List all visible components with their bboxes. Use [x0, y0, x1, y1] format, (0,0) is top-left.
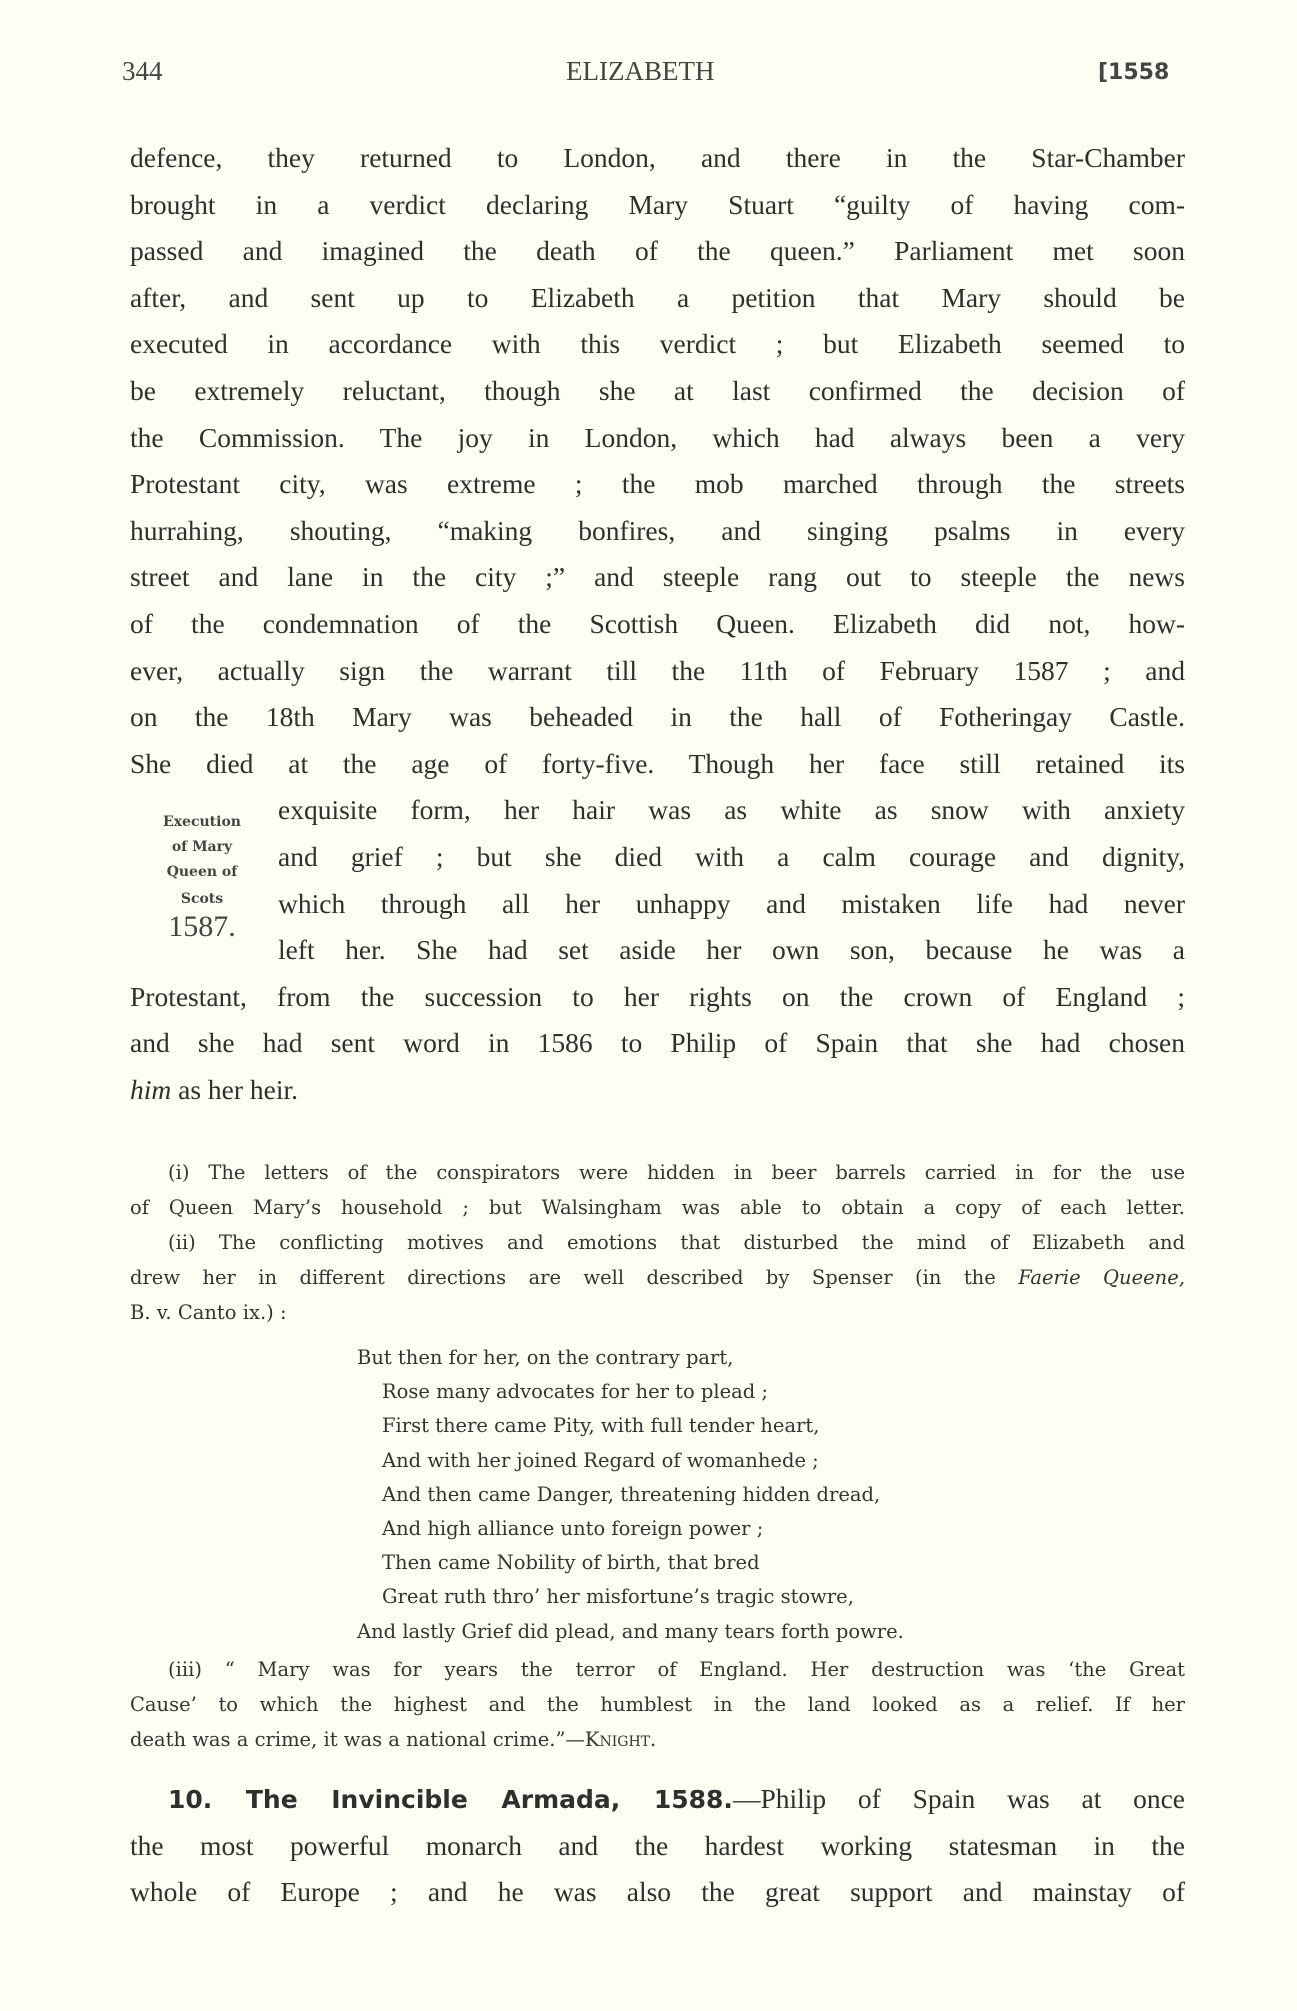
text-fragment: death was a crime, it was a national crime.”— [130, 1728, 585, 1751]
page-number: 344 [122, 56, 163, 86]
poem-line: And with her joined Regard of womanhede ; [382, 1448, 819, 1472]
poem-line: Rose many advocates for her to plead ; [382, 1380, 769, 1404]
running-title: ELIZABETH [566, 56, 715, 86]
text-line: left her. She had set aside her own son, because he was a [278, 934, 1185, 966]
text-fragment: as her heir. [171, 1073, 299, 1105]
poem-line: Then came Nobility of birth, that bred [382, 1551, 760, 1575]
text-line: after, and sent up to Elizabeth a petition that Mary should be [130, 281, 1185, 313]
text-line: passed and imagined the death of the queen.” Parliament met soon [130, 235, 1185, 267]
author-name: Knight. [584, 1728, 657, 1751]
text-line: whole of Europe ; and he was also the great support and mainstay of [130, 1876, 1185, 1908]
text-line: brought in a verdict declaring Mary Stuart “guilty of having com- [130, 188, 1185, 220]
text-line: and grief ; but she died with a calm courage and dignity, [278, 840, 1185, 872]
text-line: and she had sent word in 1586 to Philip of Spain that she had chosen [130, 1027, 1185, 1059]
text-line: which through all her unhappy and mistaken life had never [278, 887, 1185, 919]
margin-note [128, 813, 276, 945]
text-line: Protestant city, was extreme ; the mob marched through the streets [130, 468, 1185, 500]
section-10 [130, 1776, 1185, 1916]
poem-quote [357, 1341, 904, 1649]
footnote-line: Cause’ to which the highest and the humblest in the land looked as a relief. If her [130, 1693, 1185, 1716]
year-bracket: [1558 [1098, 60, 1170, 85]
text-line: of the condemnation of the Scottish Queen. Elizabeth did not, how- [130, 607, 1185, 639]
text-line: ever, actually sign the warrant till the 11th of February 1587 ; and [130, 654, 1185, 686]
text-line: hurrahing, shouting, “making bonfires, and singing psalms in every [130, 514, 1185, 546]
text-line: defence, they returned to London, and there in the Star-Chamber [130, 142, 1185, 173]
text-line: on the 18th Mary was beheaded in the hall of Fotheringay Castle. [130, 701, 1185, 733]
footnote-line [130, 1260, 1185, 1295]
poem-line: And then came Danger, threatening hidden dread, [382, 1482, 881, 1506]
footnotes [130, 1155, 1185, 1330]
margin-note-line: Queen of [166, 864, 238, 880]
book-title: Faerie Queene, [1018, 1266, 1185, 1289]
footnote-line: (iii) “ Mary was for years the terror of England. Her destruction was ‘the Great [168, 1658, 1185, 1681]
text-line: executed in accordance with this verdict ; but Elizabeth seemed to [130, 328, 1185, 360]
text-line: street and lane in the city ;” and steeple rang out to steeple the news [130, 561, 1185, 593]
text-line [130, 1776, 1185, 1823]
margin-note-line: Execution [163, 814, 241, 830]
footnote-3 [130, 1652, 1185, 1757]
text-line [130, 1067, 1185, 1114]
margin-note-line: of Mary [171, 839, 233, 855]
text-line: the most powerful monarch and the hardest working statesman in the [130, 1829, 1185, 1861]
poem-line: And high alliance unto foreign power ; [382, 1516, 764, 1540]
text-line: Protestant, from the succession to her rights on the crown of England ; [130, 980, 1185, 1012]
margin-note-line: Scots [180, 891, 224, 907]
text-line: She died at the age of forty-five. Though her face still retained its [130, 747, 1185, 779]
poem-line: Great ruth thro’ her misfortune’s tragic stowre, [382, 1585, 854, 1609]
text-line: the Commission. The joy in London, which had always been a very [130, 421, 1185, 453]
footnote-line: B. v. Canto ix.) : [130, 1301, 287, 1324]
poem-line: But then for her, on the contrary part, [357, 1346, 734, 1369]
text-line: exquisite form, her hair was as white as snow with anxiety [278, 794, 1185, 826]
footnote-line: (ii) The conflicting motives and emotions that disturbed the mind of Elizabeth and [168, 1231, 1185, 1254]
poem-line: First there came Pity, with full tender heart, [382, 1414, 820, 1438]
italic-him: him [130, 1073, 172, 1105]
poem-line: And lastly Grief did plead, and many tears forth powre. [357, 1619, 904, 1643]
text-fragment: drew her in different directions are well described by Spenser (in the [130, 1266, 1019, 1289]
paragraph-main [130, 135, 1185, 1113]
footnote-line: of Queen Mary’s household ; but Walsingham was able to obtain a copy of each letter. [130, 1196, 1185, 1219]
footnote-line: (i) The letters of the conspirators were hidden in beer barrels carried in for the use [168, 1161, 1185, 1184]
section-heading: 10. The Invincible Armada, 1588. [168, 1785, 733, 1814]
margin-note-year: 1587. [168, 910, 236, 943]
text-line: be extremely reluctant, though she at last confirmed the decision of [130, 374, 1185, 406]
footnote-line [130, 1722, 1185, 1757]
text-fragment: —Philip of Spain was at once [732, 1783, 1185, 1814]
